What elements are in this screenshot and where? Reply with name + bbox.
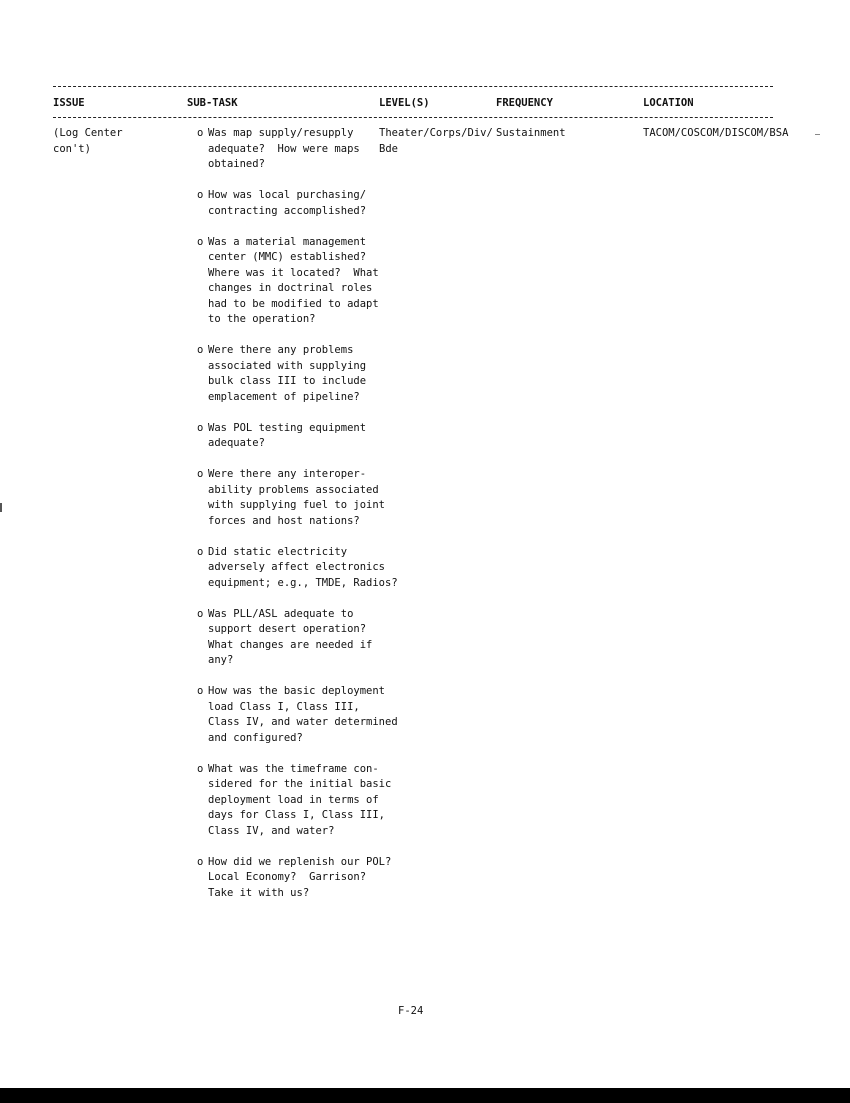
row-levels: Theater/Corps/Div/ Bde bbox=[379, 127, 493, 155]
subtask-text: How did we replenish our POL? Local Economy? Garrison? Take it with us? bbox=[208, 855, 392, 899]
page-number: F-24 bbox=[398, 1005, 424, 1017]
subtask-item bbox=[197, 762, 392, 840]
bullet-marker: o bbox=[197, 344, 204, 356]
subtask-item bbox=[197, 607, 387, 669]
bullet-marker: o bbox=[197, 189, 204, 201]
header-location: LOCATION bbox=[643, 97, 694, 109]
subtask-list bbox=[197, 126, 398, 917]
bullet-marker: o bbox=[197, 685, 204, 697]
subtask-item bbox=[197, 126, 387, 173]
row-frequency: Sustainment bbox=[496, 127, 566, 139]
subtask-item bbox=[197, 421, 387, 452]
bullet-marker: o bbox=[197, 762, 204, 775]
subtask-item bbox=[197, 545, 398, 592]
scan-artifact bbox=[815, 134, 820, 135]
subtask-text: Did static electricity adversely affect electronics equipment; e.g., TMDE, Radios? bbox=[208, 545, 398, 589]
subtask-text: Were there any problems associated with supplying bulk class III to include emplacement of pipeline? bbox=[208, 344, 367, 403]
subtask-text: What was the timeframe con- sidered for the initial basic deployment load in terms of days for Class I, Class III, Class IV, and water? bbox=[208, 762, 392, 837]
subtask-text: Was PLL/ASL adequate to support desert operation? What changes are needed if any? bbox=[208, 607, 373, 666]
scan-artifact bbox=[0, 503, 2, 512]
subtask-text: Was POL testing equipment adequate? bbox=[208, 421, 367, 449]
subtask-item bbox=[197, 343, 387, 405]
header-subtask: SUB-TASK bbox=[187, 97, 238, 109]
top-rule bbox=[53, 86, 773, 87]
subtask-item bbox=[197, 855, 392, 902]
row-issue: (Log Center con't) bbox=[53, 127, 123, 155]
subtask-text: Was a material management center (MMC) established? Where was it located? What changes in doctrinal roles had to be modified to adapt to the operation? bbox=[208, 235, 379, 325]
bullet-marker: o bbox=[197, 127, 204, 139]
bullet-marker: o bbox=[197, 855, 204, 868]
subtask-text: Were there any interoper- ability problems associated with supplying fuel to joint forces and host nations? bbox=[208, 468, 386, 527]
subtask-text: How was the basic deployment load Class I, Class III, Class IV, and water determined and configured? bbox=[208, 685, 398, 744]
row-location: TACOM/COSCOM/DISCOM/BSA bbox=[643, 127, 789, 139]
bullet-marker: o bbox=[197, 545, 204, 558]
subtask-item bbox=[197, 467, 387, 529]
header-issue: ISSUE bbox=[53, 97, 85, 109]
subtask-text: How was local purchasing/ contracting accomplished? bbox=[208, 189, 367, 217]
bullet-marker: o bbox=[197, 421, 204, 434]
subtask-item bbox=[197, 188, 387, 219]
header-levels: LEVEL(S) bbox=[379, 97, 430, 109]
subtask-text: Was map supply/resupply adequate? How were maps obtained? bbox=[208, 127, 360, 170]
scan-border-bottom bbox=[0, 1088, 850, 1103]
bullet-marker: o bbox=[197, 235, 204, 248]
subtask-item bbox=[197, 235, 387, 328]
subtask-item bbox=[197, 684, 398, 746]
bullet-marker: o bbox=[197, 468, 204, 480]
header-frequency: FREQUENCY bbox=[496, 97, 553, 109]
bullet-marker: o bbox=[197, 607, 204, 620]
header-rule bbox=[53, 117, 773, 118]
